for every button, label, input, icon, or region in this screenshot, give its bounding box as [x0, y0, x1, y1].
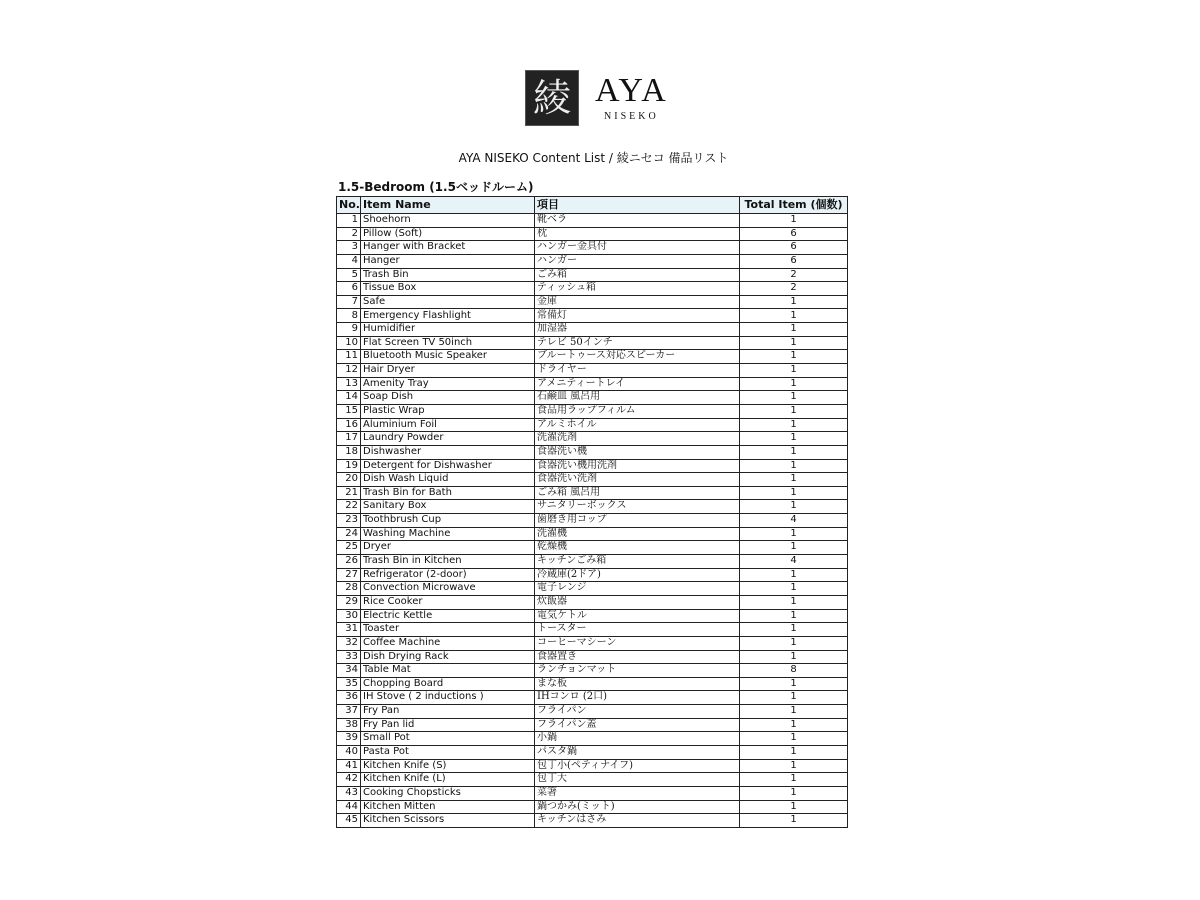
table-row — [337, 718, 848, 732]
cell-item-name: IH Stove ( 2 inductions ) — [361, 691, 535, 705]
cell-item-jp: ティッシュ箱 — [535, 282, 740, 296]
cell-no: 34 — [337, 664, 361, 678]
cell-item-name: Sanitary Box — [361, 500, 535, 514]
cell-total: 1 — [740, 336, 848, 350]
cell-no: 24 — [337, 527, 361, 541]
cell-no: 15 — [337, 404, 361, 418]
cell-item-jp: 常備灯 — [535, 309, 740, 323]
cell-no: 4 — [337, 254, 361, 268]
table-row — [337, 227, 848, 241]
cell-item-jp: キッチンはさみ — [535, 814, 740, 828]
cell-item-name: Hanger — [361, 254, 535, 268]
cell-total: 2 — [740, 268, 848, 282]
cell-item-name: Pasta Pot — [361, 745, 535, 759]
cell-item-name: Humidifier — [361, 323, 535, 337]
table-row — [337, 500, 848, 514]
cell-total: 1 — [740, 732, 848, 746]
cell-total: 1 — [740, 623, 848, 637]
cell-item-jp: ごみ箱 風呂用 — [535, 486, 740, 500]
header-no: No. — [337, 197, 361, 214]
cell-item-jp: ハンガー — [535, 254, 740, 268]
cell-item-jp: 加湿器 — [535, 323, 740, 337]
cell-item-name: Trash Bin — [361, 268, 535, 282]
cell-total: 1 — [740, 786, 848, 800]
table-row — [337, 254, 848, 268]
cell-item-jp: 食器置き — [535, 650, 740, 664]
cell-total: 1 — [740, 364, 848, 378]
cell-item-name: Kitchen Mitten — [361, 800, 535, 814]
cell-item-jp: 炊飯器 — [535, 595, 740, 609]
cell-total: 1 — [740, 595, 848, 609]
table-row — [337, 609, 848, 623]
table-row — [337, 636, 848, 650]
cell-item-name: Dryer — [361, 541, 535, 555]
table-row — [337, 418, 848, 432]
cell-no: 29 — [337, 595, 361, 609]
table-row — [337, 404, 848, 418]
cell-item-name: Emergency Flashlight — [361, 309, 535, 323]
cell-total: 1 — [740, 691, 848, 705]
cell-item-name: Chopping Board — [361, 677, 535, 691]
cell-no: 12 — [337, 364, 361, 378]
table-row — [337, 323, 848, 337]
cell-total: 1 — [740, 527, 848, 541]
cell-total: 1 — [740, 323, 848, 337]
cell-no: 36 — [337, 691, 361, 705]
cell-item-jp: 電気ケトル — [535, 609, 740, 623]
table-row — [337, 486, 848, 500]
table-row — [337, 773, 848, 787]
cell-no: 7 — [337, 295, 361, 309]
cell-total: 1 — [740, 473, 848, 487]
logo-wordmark — [595, 74, 668, 122]
cell-item-name: Coffee Machine — [361, 636, 535, 650]
content-table — [336, 196, 848, 828]
cell-item-jp: 洗濯洗剤 — [535, 432, 740, 446]
cell-item-name: Dishwasher — [361, 445, 535, 459]
table-row — [337, 759, 848, 773]
table-row — [337, 541, 848, 555]
cell-total: 1 — [740, 745, 848, 759]
cell-no: 33 — [337, 650, 361, 664]
cell-item-name: Kitchen Knife (L) — [361, 773, 535, 787]
cell-no: 40 — [337, 745, 361, 759]
cell-no: 2 — [337, 227, 361, 241]
cell-item-jp: 冷蔵庫(2ドア) — [535, 568, 740, 582]
table-row — [337, 241, 848, 255]
cell-item-name: Dish Wash Liquid — [361, 473, 535, 487]
cell-item-name: Tissue Box — [361, 282, 535, 296]
cell-item-name: Kitchen Scissors — [361, 814, 535, 828]
cell-item-name: Convection Microwave — [361, 582, 535, 596]
cell-total: 6 — [740, 241, 848, 255]
cell-item-name: Hair Dryer — [361, 364, 535, 378]
cell-no: 5 — [337, 268, 361, 282]
cell-total: 1 — [740, 800, 848, 814]
cell-item-jp: フライパン — [535, 705, 740, 719]
table-row — [337, 732, 848, 746]
cell-total: 1 — [740, 541, 848, 555]
cell-item-name: Bluetooth Music Speaker — [361, 350, 535, 364]
cell-item-name: Cooking Chopsticks — [361, 786, 535, 800]
table-row — [337, 677, 848, 691]
document-title: AYA NISEKO Content List / 綾ニセコ 備品リスト — [458, 151, 729, 165]
table-row — [337, 336, 848, 350]
cell-item-jp: 鍋つかみ(ミット) — [535, 800, 740, 814]
cell-no: 30 — [337, 609, 361, 623]
cell-no: 14 — [337, 391, 361, 405]
table-row — [337, 582, 848, 596]
table-row — [337, 364, 848, 378]
cell-item-jp: 食器洗い洗剤 — [535, 473, 740, 487]
cell-item-jp: 菜箸 — [535, 786, 740, 800]
cell-item-name: Trash Bin for Bath — [361, 486, 535, 500]
cell-no: 22 — [337, 500, 361, 514]
cell-total: 1 — [740, 677, 848, 691]
cell-no: 1 — [337, 214, 361, 228]
cell-total: 1 — [740, 568, 848, 582]
section-title: 1.5-Bedroom (1.5ベッドルーム) — [338, 180, 534, 194]
cell-no: 27 — [337, 568, 361, 582]
cell-item-jp: フライパン蓋 — [535, 718, 740, 732]
cell-item-jp: 食器洗い機用洗剤 — [535, 459, 740, 473]
cell-item-jp: 洗濯機 — [535, 527, 740, 541]
logo-kanji-mark: 綾 — [525, 70, 579, 126]
cell-no: 20 — [337, 473, 361, 487]
cell-no: 10 — [337, 336, 361, 350]
cell-no: 25 — [337, 541, 361, 555]
cell-item-jp: アメニティートレイ — [535, 377, 740, 391]
table-row — [337, 786, 848, 800]
cell-item-jp: IHコンロ (2口) — [535, 691, 740, 705]
cell-total: 1 — [740, 377, 848, 391]
cell-item-name: Aluminium Foil — [361, 418, 535, 432]
cell-no: 45 — [337, 814, 361, 828]
table-row — [337, 691, 848, 705]
cell-no: 43 — [337, 786, 361, 800]
cell-item-jp: 歯磨き用コップ — [535, 514, 740, 528]
cell-item-jp: ドライヤー — [535, 364, 740, 378]
cell-item-name: Rice Cooker — [361, 595, 535, 609]
cell-item-name: Soap Dish — [361, 391, 535, 405]
header-total: Total Item (個数) — [740, 197, 848, 214]
cell-item-name: Washing Machine — [361, 527, 535, 541]
logo — [525, 70, 668, 126]
cell-item-jp: 小鍋 — [535, 732, 740, 746]
cell-total: 4 — [740, 555, 848, 569]
cell-no: 19 — [337, 459, 361, 473]
table-row — [337, 391, 848, 405]
cell-no: 41 — [337, 759, 361, 773]
table-row — [337, 282, 848, 296]
cell-item-jp: まな板 — [535, 677, 740, 691]
cell-item-jp: 食器洗い機 — [535, 445, 740, 459]
cell-item-name: Safe — [361, 295, 535, 309]
cell-item-name: Toothbrush Cup — [361, 514, 535, 528]
cell-no: 11 — [337, 350, 361, 364]
cell-total: 1 — [740, 309, 848, 323]
cell-item-jp: パスタ鍋 — [535, 745, 740, 759]
table-row — [337, 664, 848, 678]
cell-item-name: Toaster — [361, 623, 535, 637]
cell-total: 1 — [740, 650, 848, 664]
cell-item-jp: トースター — [535, 623, 740, 637]
cell-item-name: Laundry Powder — [361, 432, 535, 446]
cell-total: 1 — [740, 718, 848, 732]
cell-total: 1 — [740, 404, 848, 418]
table-row — [337, 800, 848, 814]
cell-item-jp: ランチョンマット — [535, 664, 740, 678]
cell-no: 35 — [337, 677, 361, 691]
table-row — [337, 445, 848, 459]
cell-total: 1 — [740, 418, 848, 432]
cell-no: 17 — [337, 432, 361, 446]
cell-total: 1 — [740, 432, 848, 446]
table-row — [337, 473, 848, 487]
cell-total: 1 — [740, 759, 848, 773]
cell-item-name: Kitchen Knife (S) — [361, 759, 535, 773]
cell-item-jp: 靴ベラ — [535, 214, 740, 228]
cell-total: 1 — [740, 391, 848, 405]
table-row — [337, 555, 848, 569]
cell-no: 8 — [337, 309, 361, 323]
cell-no: 26 — [337, 555, 361, 569]
cell-item-jp: ハンガー金具付 — [535, 241, 740, 255]
cell-total: 6 — [740, 254, 848, 268]
cell-item-jp: コーヒーマシーン — [535, 636, 740, 650]
table-row — [337, 459, 848, 473]
cell-item-jp: テレビ 50インチ — [535, 336, 740, 350]
cell-no: 42 — [337, 773, 361, 787]
cell-item-name: Refrigerator (2-door) — [361, 568, 535, 582]
cell-item-name: Dish Drying Rack — [361, 650, 535, 664]
table-row — [337, 514, 848, 528]
cell-no: 28 — [337, 582, 361, 596]
cell-item-jp: 電子レンジ — [535, 582, 740, 596]
cell-item-jp: 石鹸皿 風呂用 — [535, 391, 740, 405]
cell-item-name: Hanger with Bracket — [361, 241, 535, 255]
cell-no: 3 — [337, 241, 361, 255]
cell-item-name: Table Mat — [361, 664, 535, 678]
cell-total: 1 — [740, 500, 848, 514]
table-row — [337, 705, 848, 719]
table-row — [337, 377, 848, 391]
cell-item-jp: キッチンごみ箱 — [535, 555, 740, 569]
cell-no: 6 — [337, 282, 361, 296]
cell-total: 1 — [740, 214, 848, 228]
cell-no: 16 — [337, 418, 361, 432]
table-row — [337, 568, 848, 582]
cell-total: 1 — [740, 814, 848, 828]
table-row — [337, 623, 848, 637]
cell-item-jp: アルミホイル — [535, 418, 740, 432]
table-row — [337, 309, 848, 323]
cell-no: 38 — [337, 718, 361, 732]
cell-item-jp: 金庫 — [535, 295, 740, 309]
table-row — [337, 432, 848, 446]
cell-total: 1 — [740, 350, 848, 364]
table-row — [337, 295, 848, 309]
cell-item-jp: 食品用ラップフィルム — [535, 404, 740, 418]
cell-total: 1 — [740, 636, 848, 650]
cell-total: 1 — [740, 609, 848, 623]
cell-item-name: Electric Kettle — [361, 609, 535, 623]
cell-total: 1 — [740, 773, 848, 787]
cell-total: 1 — [740, 582, 848, 596]
cell-total: 6 — [740, 227, 848, 241]
cell-item-name: Fry Pan lid — [361, 718, 535, 732]
cell-total: 1 — [740, 445, 848, 459]
table-row — [337, 595, 848, 609]
logo-main-text: AYA — [595, 72, 668, 109]
cell-total: 2 — [740, 282, 848, 296]
cell-item-name: Flat Screen TV 50inch — [361, 336, 535, 350]
cell-item-jp: ごみ箱 — [535, 268, 740, 282]
table-row — [337, 214, 848, 228]
cell-no: 9 — [337, 323, 361, 337]
table-row — [337, 650, 848, 664]
cell-item-name: Fry Pan — [361, 705, 535, 719]
cell-no: 31 — [337, 623, 361, 637]
cell-no: 18 — [337, 445, 361, 459]
cell-no: 32 — [337, 636, 361, 650]
cell-total: 4 — [740, 514, 848, 528]
table-body — [337, 214, 848, 828]
cell-total: 1 — [740, 459, 848, 473]
cell-item-name: Trash Bin in Kitchen — [361, 555, 535, 569]
cell-item-jp: 枕 — [535, 227, 740, 241]
cell-no: 37 — [337, 705, 361, 719]
cell-total: 1 — [740, 295, 848, 309]
cell-item-name: Detergent for Dishwasher — [361, 459, 535, 473]
cell-item-jp: 包丁大 — [535, 773, 740, 787]
table-header-row — [337, 197, 848, 214]
cell-total: 1 — [740, 705, 848, 719]
cell-item-name: Shoehorn — [361, 214, 535, 228]
table-row — [337, 527, 848, 541]
cell-no: 13 — [337, 377, 361, 391]
table-row — [337, 268, 848, 282]
cell-no: 23 — [337, 514, 361, 528]
table-row — [337, 745, 848, 759]
logo-sub-text: NISEKO — [604, 111, 659, 122]
cell-no: 44 — [337, 800, 361, 814]
cell-no: 39 — [337, 732, 361, 746]
cell-item-jp: 乾燥機 — [535, 541, 740, 555]
cell-item-name: Amenity Tray — [361, 377, 535, 391]
cell-total: 8 — [740, 664, 848, 678]
cell-item-jp: サニタリーボックス — [535, 500, 740, 514]
cell-item-name: Plastic Wrap — [361, 404, 535, 418]
cell-item-jp: 包丁小(ペティナイフ) — [535, 759, 740, 773]
cell-item-jp: ブルートゥース対応スピーカー — [535, 350, 740, 364]
header-item-name: Item Name — [361, 197, 535, 214]
cell-item-name: Small Pot — [361, 732, 535, 746]
cell-total: 1 — [740, 486, 848, 500]
cell-item-name: Pillow (Soft) — [361, 227, 535, 241]
table-row — [337, 350, 848, 364]
cell-no: 21 — [337, 486, 361, 500]
table-row — [337, 814, 848, 828]
header-item-jp: 項目 — [535, 197, 740, 214]
